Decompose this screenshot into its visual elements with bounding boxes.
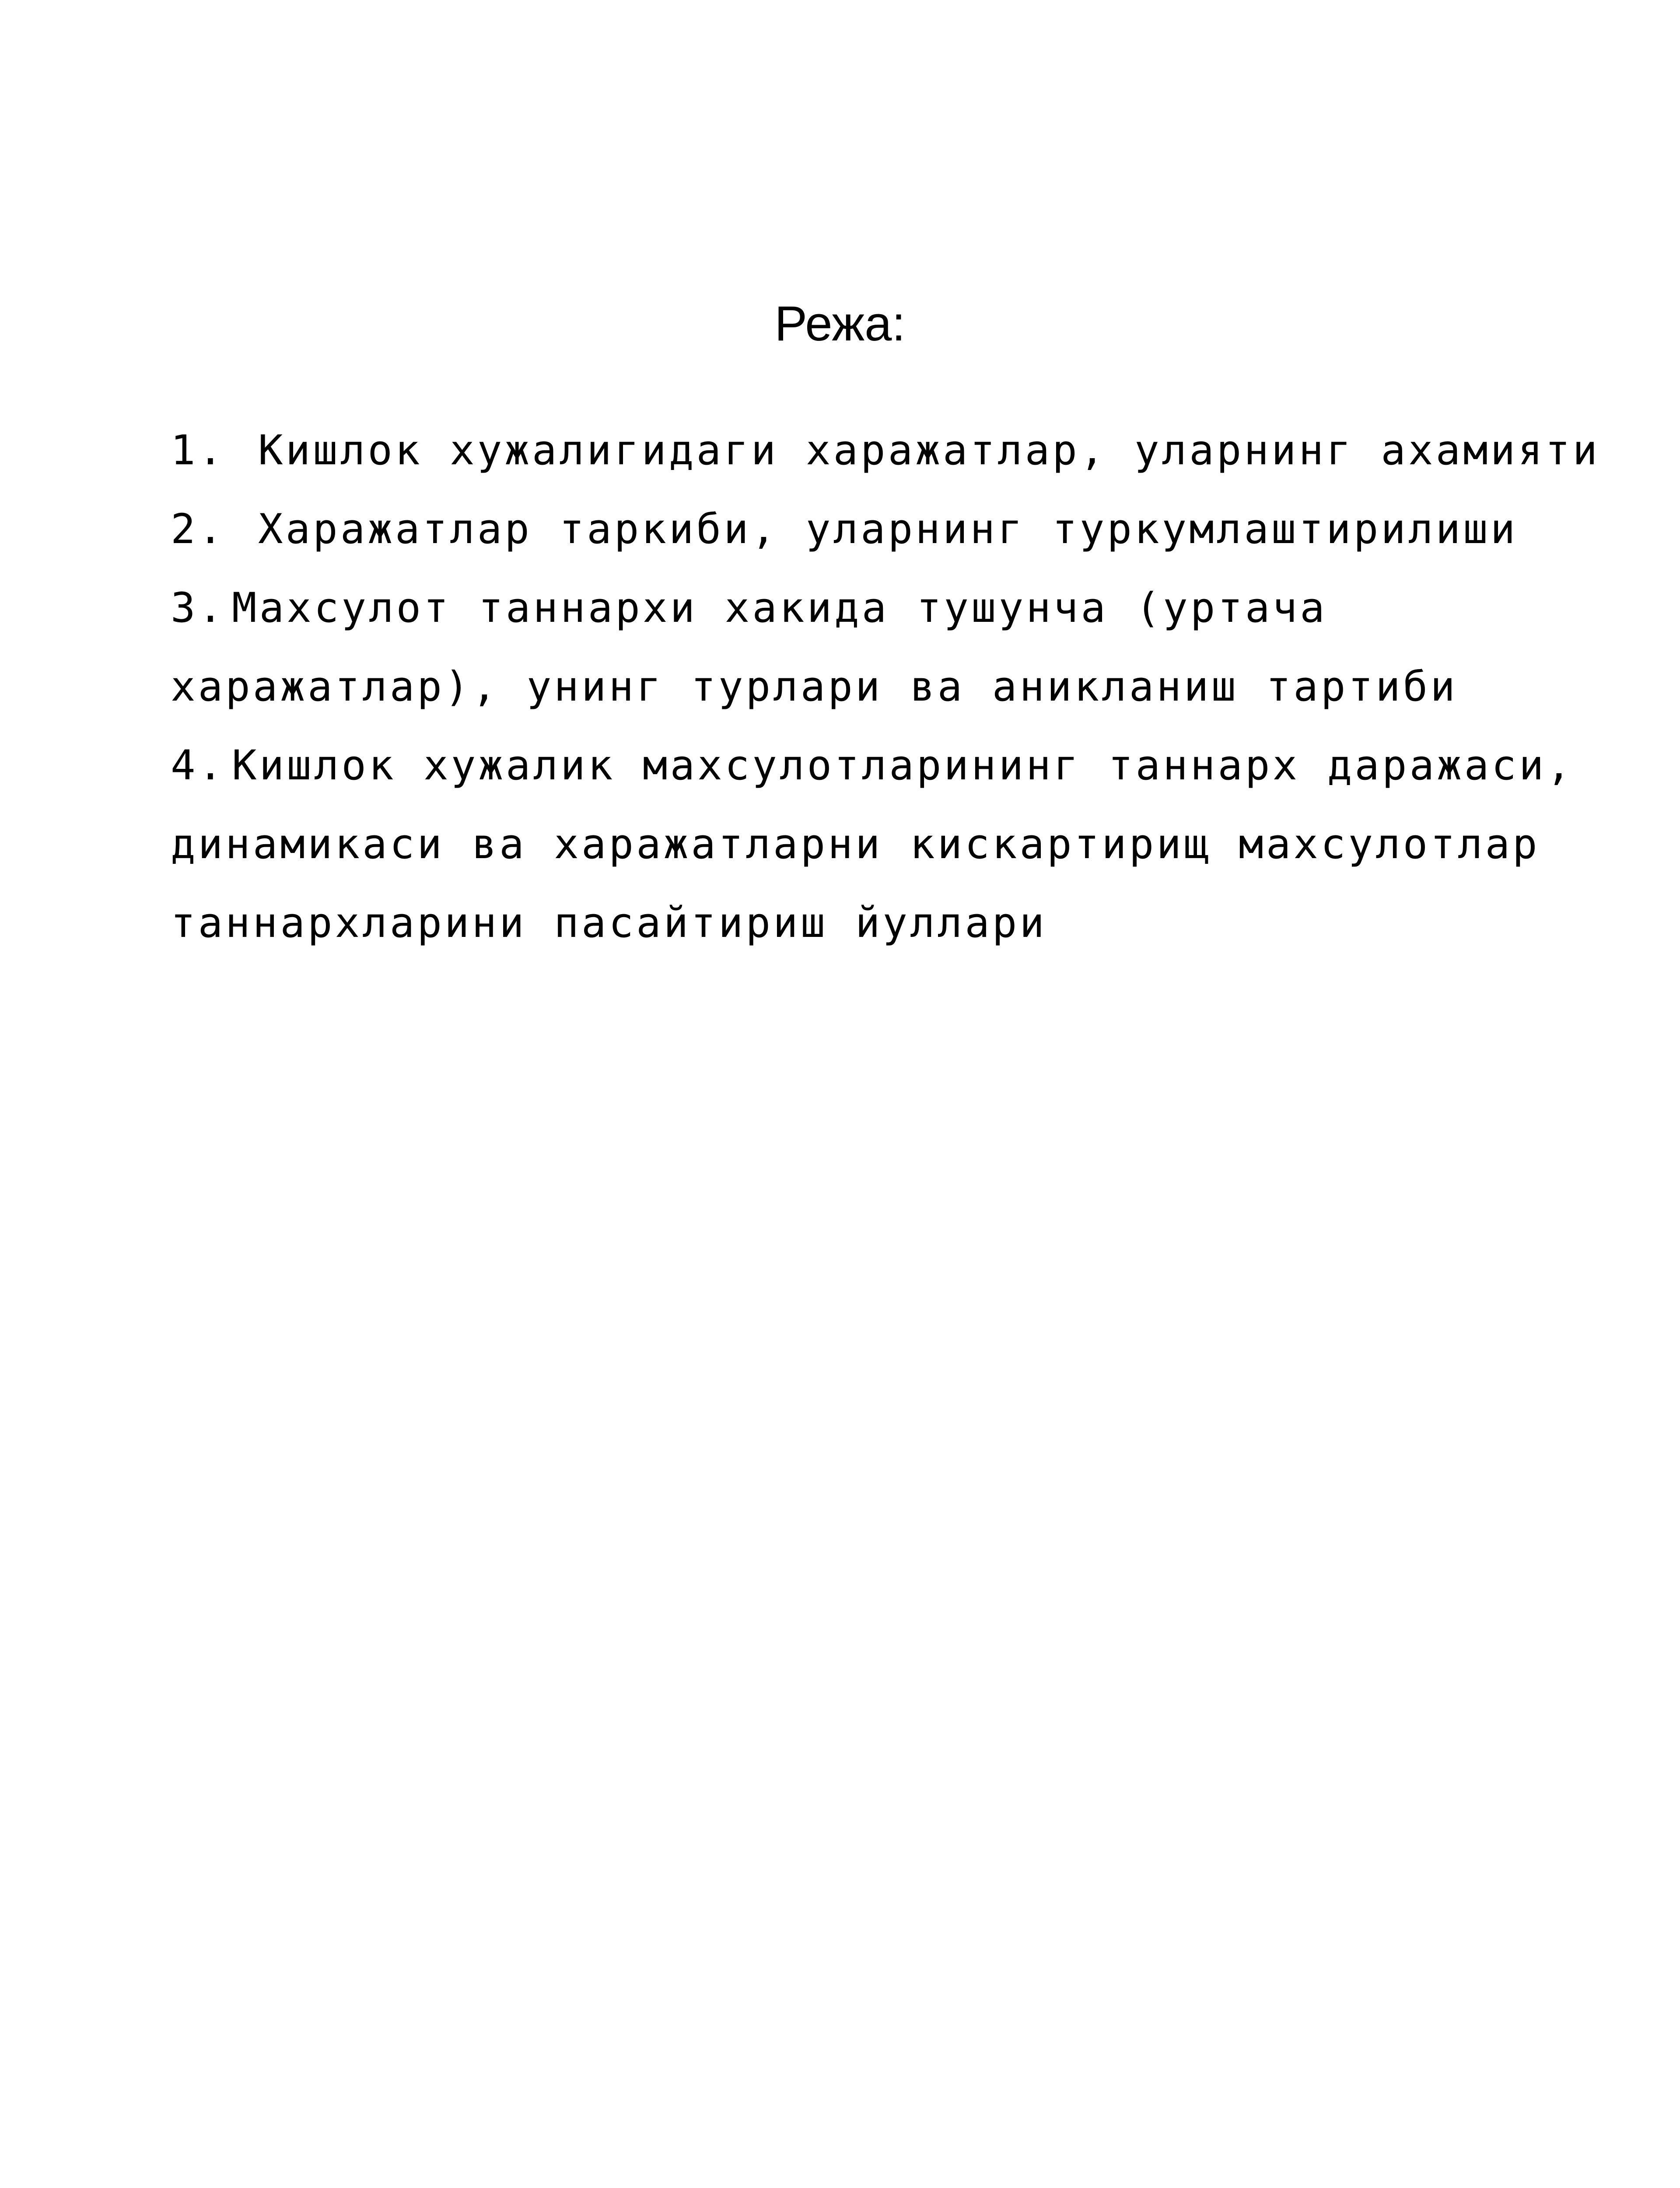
list-item [171, 726, 1667, 963]
list-item-number: 3. [171, 584, 226, 632]
list-item [171, 411, 1667, 490]
list-item-text: Махсулот таннархи хакида тушунча (уртача харажатлар), унинг турлари ва аникланиш тартиби [171, 584, 1458, 711]
page-title: Режа: [774, 296, 906, 351]
list-item-text: Кишлок хужалигидаги харажатлар, уларнинг ахамияти [258, 427, 1600, 474]
list-item-number: 4. [171, 742, 226, 789]
list-item-number: 2. [171, 505, 226, 553]
plan-list [171, 411, 1667, 963]
list-item-number: 1. [171, 427, 226, 474]
list-item [171, 569, 1667, 726]
list-item-text: Кишлок хужалик махсулотларининг таннарх даражаси, динамикаси ва харажатларни кискартирищ махсулотлар таннархларини пасайтириш йуллари [171, 742, 1574, 947]
list-item [171, 490, 1667, 569]
list-item-text: Харажатлар таркиби, уларнинг туркумлаштирилиши [258, 505, 1518, 553]
